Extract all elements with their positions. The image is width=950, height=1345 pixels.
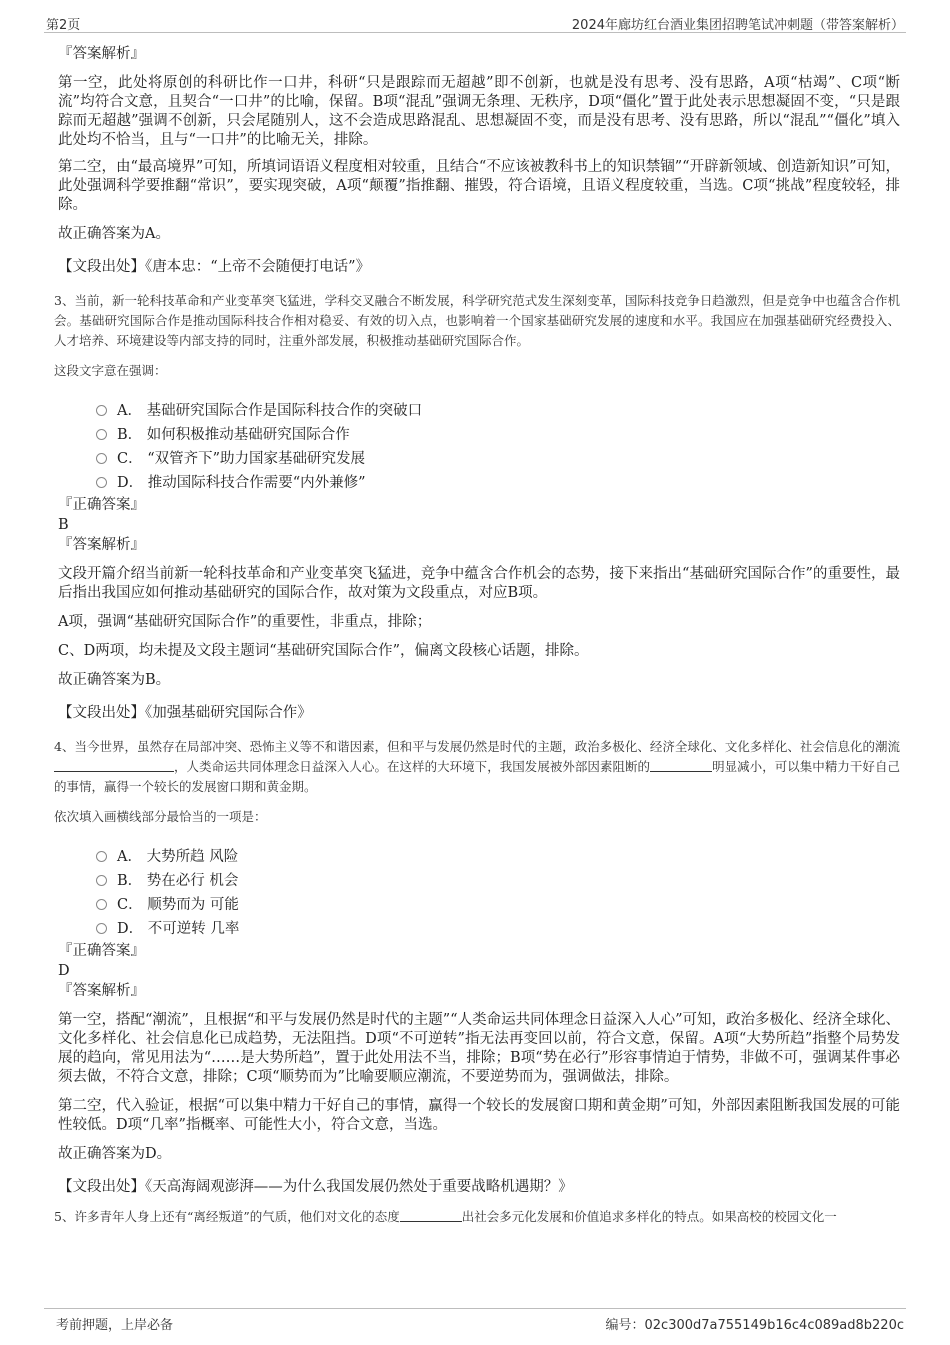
option-letter: D． <box>117 921 144 937</box>
analysis-paragraph: 第一空，此处将原创的科研比作一口井，科研“只是跟踪而无超越”即不创新，也就是没有思考、没有思路，A项“枯竭”、C项“断流”均符合文意，且契合“一口井”的比喻，保留。B项“混乱”强调无条理、无秩序，D项“僵化”置于此处表示思想凝固不变，“只是跟踪而无超越”强调不创新，只会尾随别人，这不会造成思路混乱、思想凝固不变，而是没有思考、没有思路，所以“混乱”“僵化”填入此处均不恰当，且与“一口井”的比喻无关，排除。 <box>58 75 900 148</box>
analysis-label: 『答案解析』 <box>58 983 145 999</box>
document-serial: 编号：02c300d7a755149b16c4c089ad8b220c <box>605 1318 904 1333</box>
option-text: 大势所趋 风险 <box>146 849 239 865</box>
radio-button[interactable] <box>96 923 107 934</box>
option-text: 如何积极推动基础研究国际合作 <box>146 427 350 443</box>
option-text: 势在必行 机会 <box>146 873 239 889</box>
analysis-paragraph: 第一空，搭配“潮流”，且根据“和平与发展仍然是时代的主题”“人类命运共同体理念日益深入人心”可知，政治多极化、经济全球化、文化多样化、社会信息化已成趋势，无法阻挡。D项“不可逆转”指无法再变回以前，符合文意，保留。A项“大势所趋”指整个局势发展的趋向，常见用法为“……是大势所趋”，置于此处用法不当，排除；B项“势在必行”形容事情迫于情势，非做不可，强调某件事必须去做，不符合文意，排除；C项“顺势而为”比喻要顺应潮流，不要逆势而为，强调做法，排除。 <box>58 1012 900 1085</box>
analysis-paragraph: A项，强调“基础研究国际合作”的重要性，非重点，排除； <box>58 614 432 630</box>
answer-conclusion: 故正确答案为D。 <box>58 1146 172 1162</box>
option-letter: B． <box>117 427 143 443</box>
radio-button[interactable] <box>96 405 107 416</box>
stem-text: 5、许多青年人身上还有“离经叛道”的气质，他们对文化的态度 <box>54 1209 400 1224</box>
page-header <box>44 12 906 33</box>
page-footer <box>44 1308 906 1331</box>
option-c[interactable] <box>96 893 900 917</box>
source-citation: 【文段出处】《天高海阔观澎湃——为什么我国发展仍然处于重要战略机遇期？》 <box>58 1179 573 1195</box>
option-d[interactable] <box>96 917 900 941</box>
option-text: 顺势而为 可能 <box>147 897 239 913</box>
stem-text: 出社会多元化发展和价值追求多样化的特点。如果高校的校园文化一 <box>461 1209 837 1224</box>
fill-blank <box>650 758 712 772</box>
analysis-paragraph: C、D两项，均未提及文段主题词“基础研究国际合作”，偏离文段核心话题，排除。 <box>58 643 589 659</box>
question-5-stem <box>54 1207 900 1227</box>
answer-conclusion: 故正确答案为B。 <box>58 672 171 688</box>
question-3-stem: 3、当前，新一轮科技革命和产业变革突飞猛进，学科交叉融合不断发展，科学研究范式发生深刻变革，国际科技竞争日趋激烈，但是竞争中也蕴含合作机会。基础研究国际合作是推动国际科技合作相对稳妥、有效的切入点，也影响着一个国家基础研究发展的速度和水平。我国应在加强基础研究经费投入、人才培养、环境建设等内部支持的同时，注重外部发展，积极推动基础研究国际合作。 <box>54 293 900 348</box>
stem-text: 4、当今世界，虽然存在局部冲突、恐怖主义等不和谐因素，但和平与发展仍然是时代的主题，政治多极化、经济全球化、文化多样化、社会信息化的潮流 <box>54 739 900 754</box>
analysis-paragraph: 文段开篇介绍当前新一轮科技革命和产业变革突飞猛进，竞争中蕴含合作机会的态势，接下来指出“基础研究国际合作”的重要性，最后指出我国应如何推动基础研究的国际合作，故对策为文段重点，对应B项。 <box>58 566 900 601</box>
radio-button[interactable] <box>96 899 107 910</box>
option-d[interactable] <box>96 471 900 495</box>
correct-answer-label: 『正确答案』 <box>58 497 145 513</box>
radio-button[interactable] <box>96 477 107 488</box>
option-a[interactable] <box>96 399 900 423</box>
answer-conclusion: 故正确答案为A。 <box>58 226 170 242</box>
radio-button[interactable] <box>96 429 107 440</box>
footer-slogan: 考前押题，上岸必备 <box>56 1318 174 1333</box>
stem-text: 明显减小，可以集中精力干好自己的事情，赢得一个较长的发展窗口期和黄金期。 <box>54 759 900 794</box>
source-citation: 【文段出处】《唐本忠：“上帝不会随便打电话”》 <box>58 259 371 275</box>
correct-answer-label: 『正确答案』 <box>58 943 145 959</box>
question-4-prompt: 依次填入画横线部分最恰当的一项是： <box>54 809 267 824</box>
question-3-prompt: 这段文字意在强调： <box>54 363 167 378</box>
option-a[interactable] <box>96 845 900 869</box>
analysis-label: 『答案解析』 <box>58 537 145 553</box>
option-letter: D． <box>117 475 144 491</box>
radio-button[interactable] <box>96 453 107 464</box>
option-letter: B． <box>117 873 143 889</box>
option-text: 推动国际科技合作需要“内外兼修” <box>147 475 366 491</box>
document-body <box>54 44 900 1227</box>
page-number: 第2页 <box>46 18 81 33</box>
question-4-stem <box>54 737 900 797</box>
document-title: 2024年廊坊红台酒业集团招聘笔试冲刺题（带答案解析） <box>571 18 904 33</box>
analysis-paragraph: 第二空，由“最高境界”可知，所填词语语义程度相对较重，且结合“不应该被教科书上的知识禁锢”“开辟新领域、创造新知识”可知，此处强调科学要推翻“常识”，要实现突破，A项“颠覆”指推翻、摧毁，符合语境，且语义程度较重，当选。C项“挑战”程度较轻，排除。 <box>58 159 900 213</box>
radio-button[interactable] <box>96 875 107 886</box>
option-text: 基础研究国际合作是国际科技合作的突破口 <box>146 403 423 419</box>
fill-blank <box>400 1208 462 1222</box>
analysis-label: 『答案解析』 <box>58 46 145 62</box>
radio-button[interactable] <box>96 851 107 862</box>
correct-answer: D <box>58 963 70 979</box>
option-letter: A． <box>117 403 142 419</box>
option-text: 不可逆转 几率 <box>147 921 240 937</box>
option-c[interactable] <box>96 447 900 471</box>
fill-blank <box>54 758 174 772</box>
option-b[interactable] <box>96 869 900 893</box>
option-letter: C． <box>117 897 143 913</box>
source-citation: 【文段出处】《加强基础研究国际合作》 <box>58 705 312 721</box>
stem-text: ，人类命运共同体理念日益深入人心。在这样的大环境下，我国发展被外部因素阻断的 <box>174 759 651 774</box>
correct-answer: B <box>58 517 69 533</box>
analysis-paragraph: 第二空，代入验证，根据“可以集中精力干好自己的事情，赢得一个较长的发展窗口期和黄金期”可知，外部因素阻断我国发展的可能性较低。D项“几率”指概率、可能性大小，符合文意，当选。 <box>58 1098 900 1133</box>
option-letter: C． <box>117 451 143 467</box>
option-text: “双管齐下”助力国家基础研究发展 <box>147 451 366 467</box>
option-letter: A． <box>117 849 142 865</box>
option-b[interactable] <box>96 423 900 447</box>
